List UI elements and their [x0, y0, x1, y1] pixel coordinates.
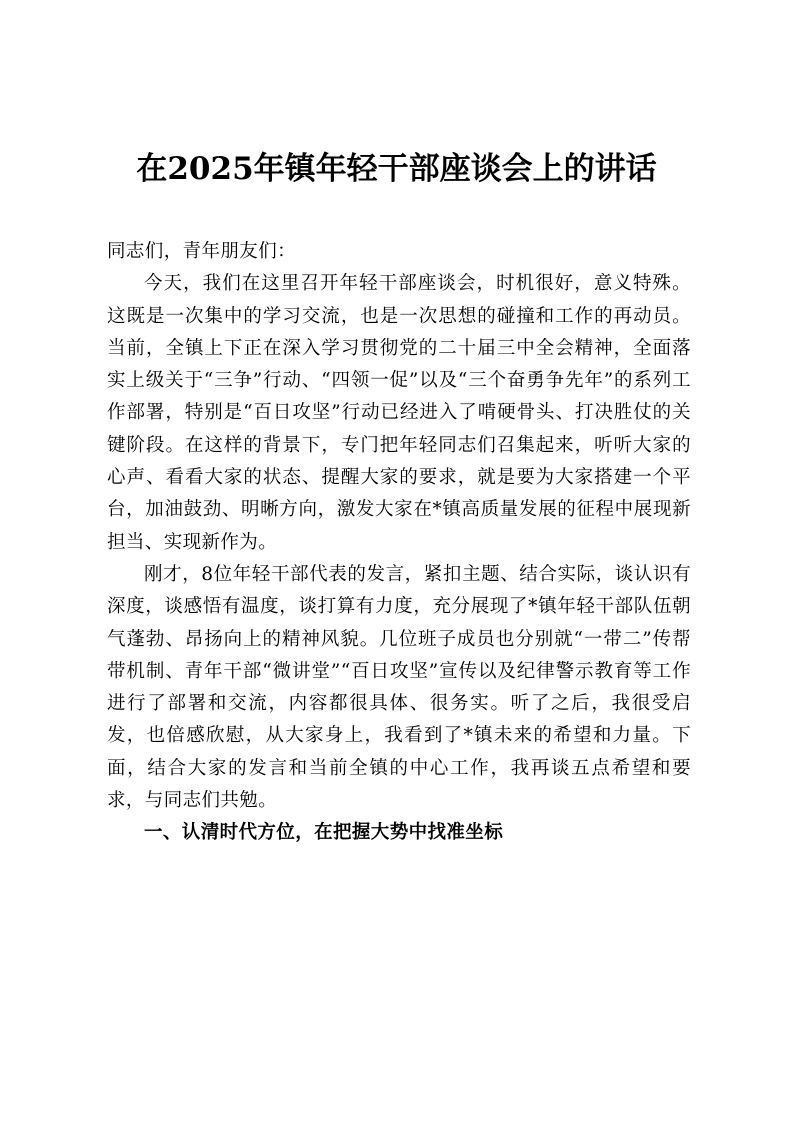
document-body	[107, 236, 691, 850]
document-title: 在2025年镇年轻干部座谈会上的讲话	[136, 151, 657, 187]
salutation: 同志们，青年朋友们：	[107, 241, 297, 262]
section-heading-1: 一、认清时代方位，在把握大势中找准坐标	[144, 822, 504, 844]
paragraph-review: 刚才，8位年轻干部代表的发言，紧扣主题、结合实际，谈认识有深度，谈感悟有温度，谈打算有力度，充分展现了*镇年轻干部队伍朝气蓬勃、昂扬向上的精神风貌。几位班子成员也分别就“一带二”传帮带机制、青年干部“微讲堂”“百日攻坚”宣传以及纪律警示教育等工作进行了部署和交流，内容都很具体、很务实。听了之后，我很受启发，也倍感欣慰，从大家身上，我看到了*镇未来的希望和力量。下面，结合大家的发言和当前全镇的中心工作，我再谈五点希望和要求，与同志们共勉。	[107, 563, 691, 812]
paragraph-opening: 今天，我们在这里召开年轻干部座谈会，时机很好，意义特殊。这既是一次集中的学习交流，也是一次思想的碰撞和工作的再动员。当前，全镇上下正在深入学习贯彻党的二十届三中全会精神，全面落实上级关于“三争”行动、“四领一促”以及“三个奋勇争先年”的系列工作部署，特别是“百日攻坚”行动已经进入了啃硬骨头、打决胜仗的关键阶段。在这样的背景下，专门把年轻同志们召集起来，听听大家的心声、看看大家的状态、提醒大家的要求，就是要为大家搭建一个平台，加油鼓劲、明晰方向，激发大家在*镇高质量发展的征程中展现新担当、实现新作为。	[107, 273, 691, 553]
